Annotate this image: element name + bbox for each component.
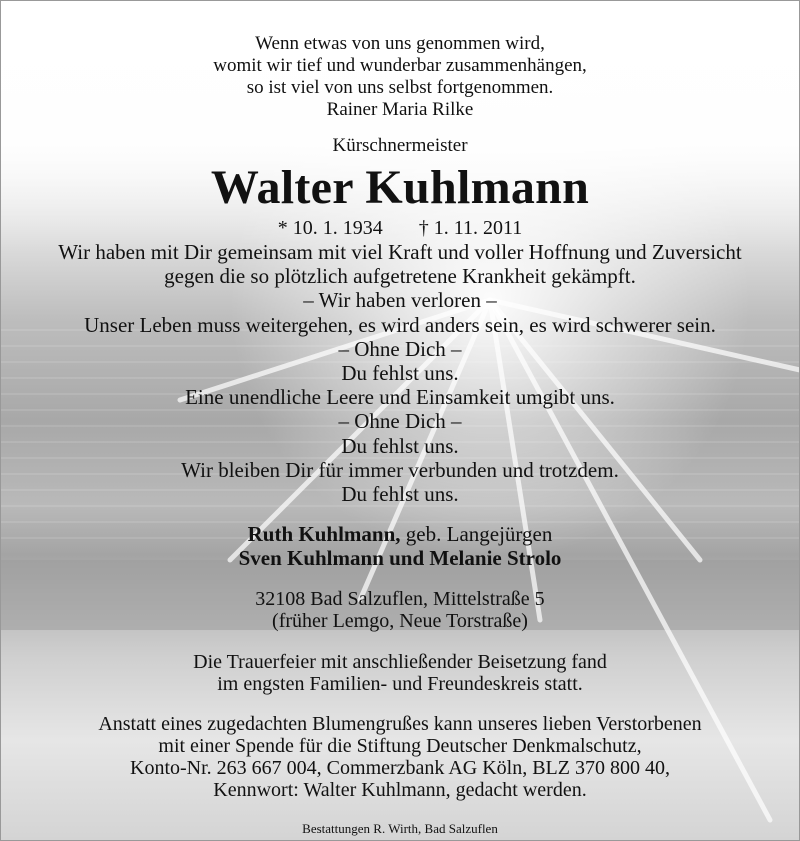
quote-line: so ist viel von uns selbst fortgenommen. — [246, 77, 554, 98]
poem-line: Du fehlst uns. — [341, 433, 459, 458]
quote-author: Rainer Maria Rilke — [326, 99, 474, 120]
former-address-line: (früher Lemgo, Neue Torstraße) — [272, 610, 528, 633]
quote-line: Wenn etwas von uns genommen wird, — [255, 33, 545, 54]
poem-line: Wir bleiben Dir für immer verbunden und trotzdem. — [181, 457, 619, 482]
poem-line: Du fehlst uns. — [341, 361, 459, 386]
donation-note — [0, 713, 800, 801]
deceased-title: Kürschnermeister — [332, 135, 468, 156]
donation-line: mit einer Spende für die Stiftung Deutscher Denkmalschutz, — [158, 735, 642, 758]
donation-line: Kennwort: Walter Kuhlmann, gedacht werden. — [213, 779, 587, 802]
family-maiden-name: geb. Langejürgen — [400, 522, 553, 547]
poem-line: – Wir haben verloren – — [303, 288, 497, 313]
life-dates — [0, 216, 800, 240]
poem-line: Du fehlst uns. — [341, 482, 459, 507]
mourning-family — [0, 522, 800, 570]
poem-line: – Ohne Dich – — [338, 336, 462, 361]
family-address — [0, 588, 800, 632]
address-line: 32108 Bad Salzuflen, Mittelstraße 5 — [255, 588, 545, 611]
poem-line: Unser Leben muss weitergehen, es wird anders sein, es wird schwerer sein. — [84, 312, 716, 337]
rilke-quote — [0, 0, 800, 121]
death-date: † 1. 11. 2011 — [418, 217, 523, 239]
family-name-ruth: Ruth Kuhlmann, — [247, 522, 401, 547]
funeral-note — [0, 651, 800, 695]
donation-line: Anstatt eines zugedachten Blumengrußes kann unseres lieben Verstorbenen — [98, 713, 702, 736]
mourning-text — [0, 241, 800, 506]
birth-date: * 10. 1. 1934 — [277, 217, 383, 239]
family-line-ruth — [0, 522, 800, 546]
undertaker-credit: Bestattungen R. Wirth, Bad Salzuflen — [302, 821, 498, 837]
funeral-line: Die Trauerfeier mit anschließender Beisetzung fand — [193, 651, 607, 674]
poem-line: gegen die so plötzlich aufgetretene Krankheit gekämpft. — [164, 264, 636, 289]
deceased-name: Walter Kuhlmann — [210, 161, 590, 214]
poem-line: – Ohne Dich – — [338, 409, 462, 434]
donation-line: Konto-Nr. 263 667 004, Commerzbank AG Köln, BLZ 370 800 40, — [130, 757, 670, 780]
poem-line: Eine unendliche Leere und Einsamkeit umgibt uns. — [185, 385, 615, 410]
funeral-line: im engsten Familien- und Freundeskreis statt. — [217, 673, 583, 696]
poem-line: Wir haben mit Dir gemeinsam mit viel Kraft und voller Hoffnung und Zuversicht — [58, 240, 742, 264]
quote-line: womit wir tief und wunderbar zusammenhängen, — [213, 55, 587, 76]
family-line-sven: Sven Kuhlmann und Melanie Strolo — [238, 546, 562, 571]
